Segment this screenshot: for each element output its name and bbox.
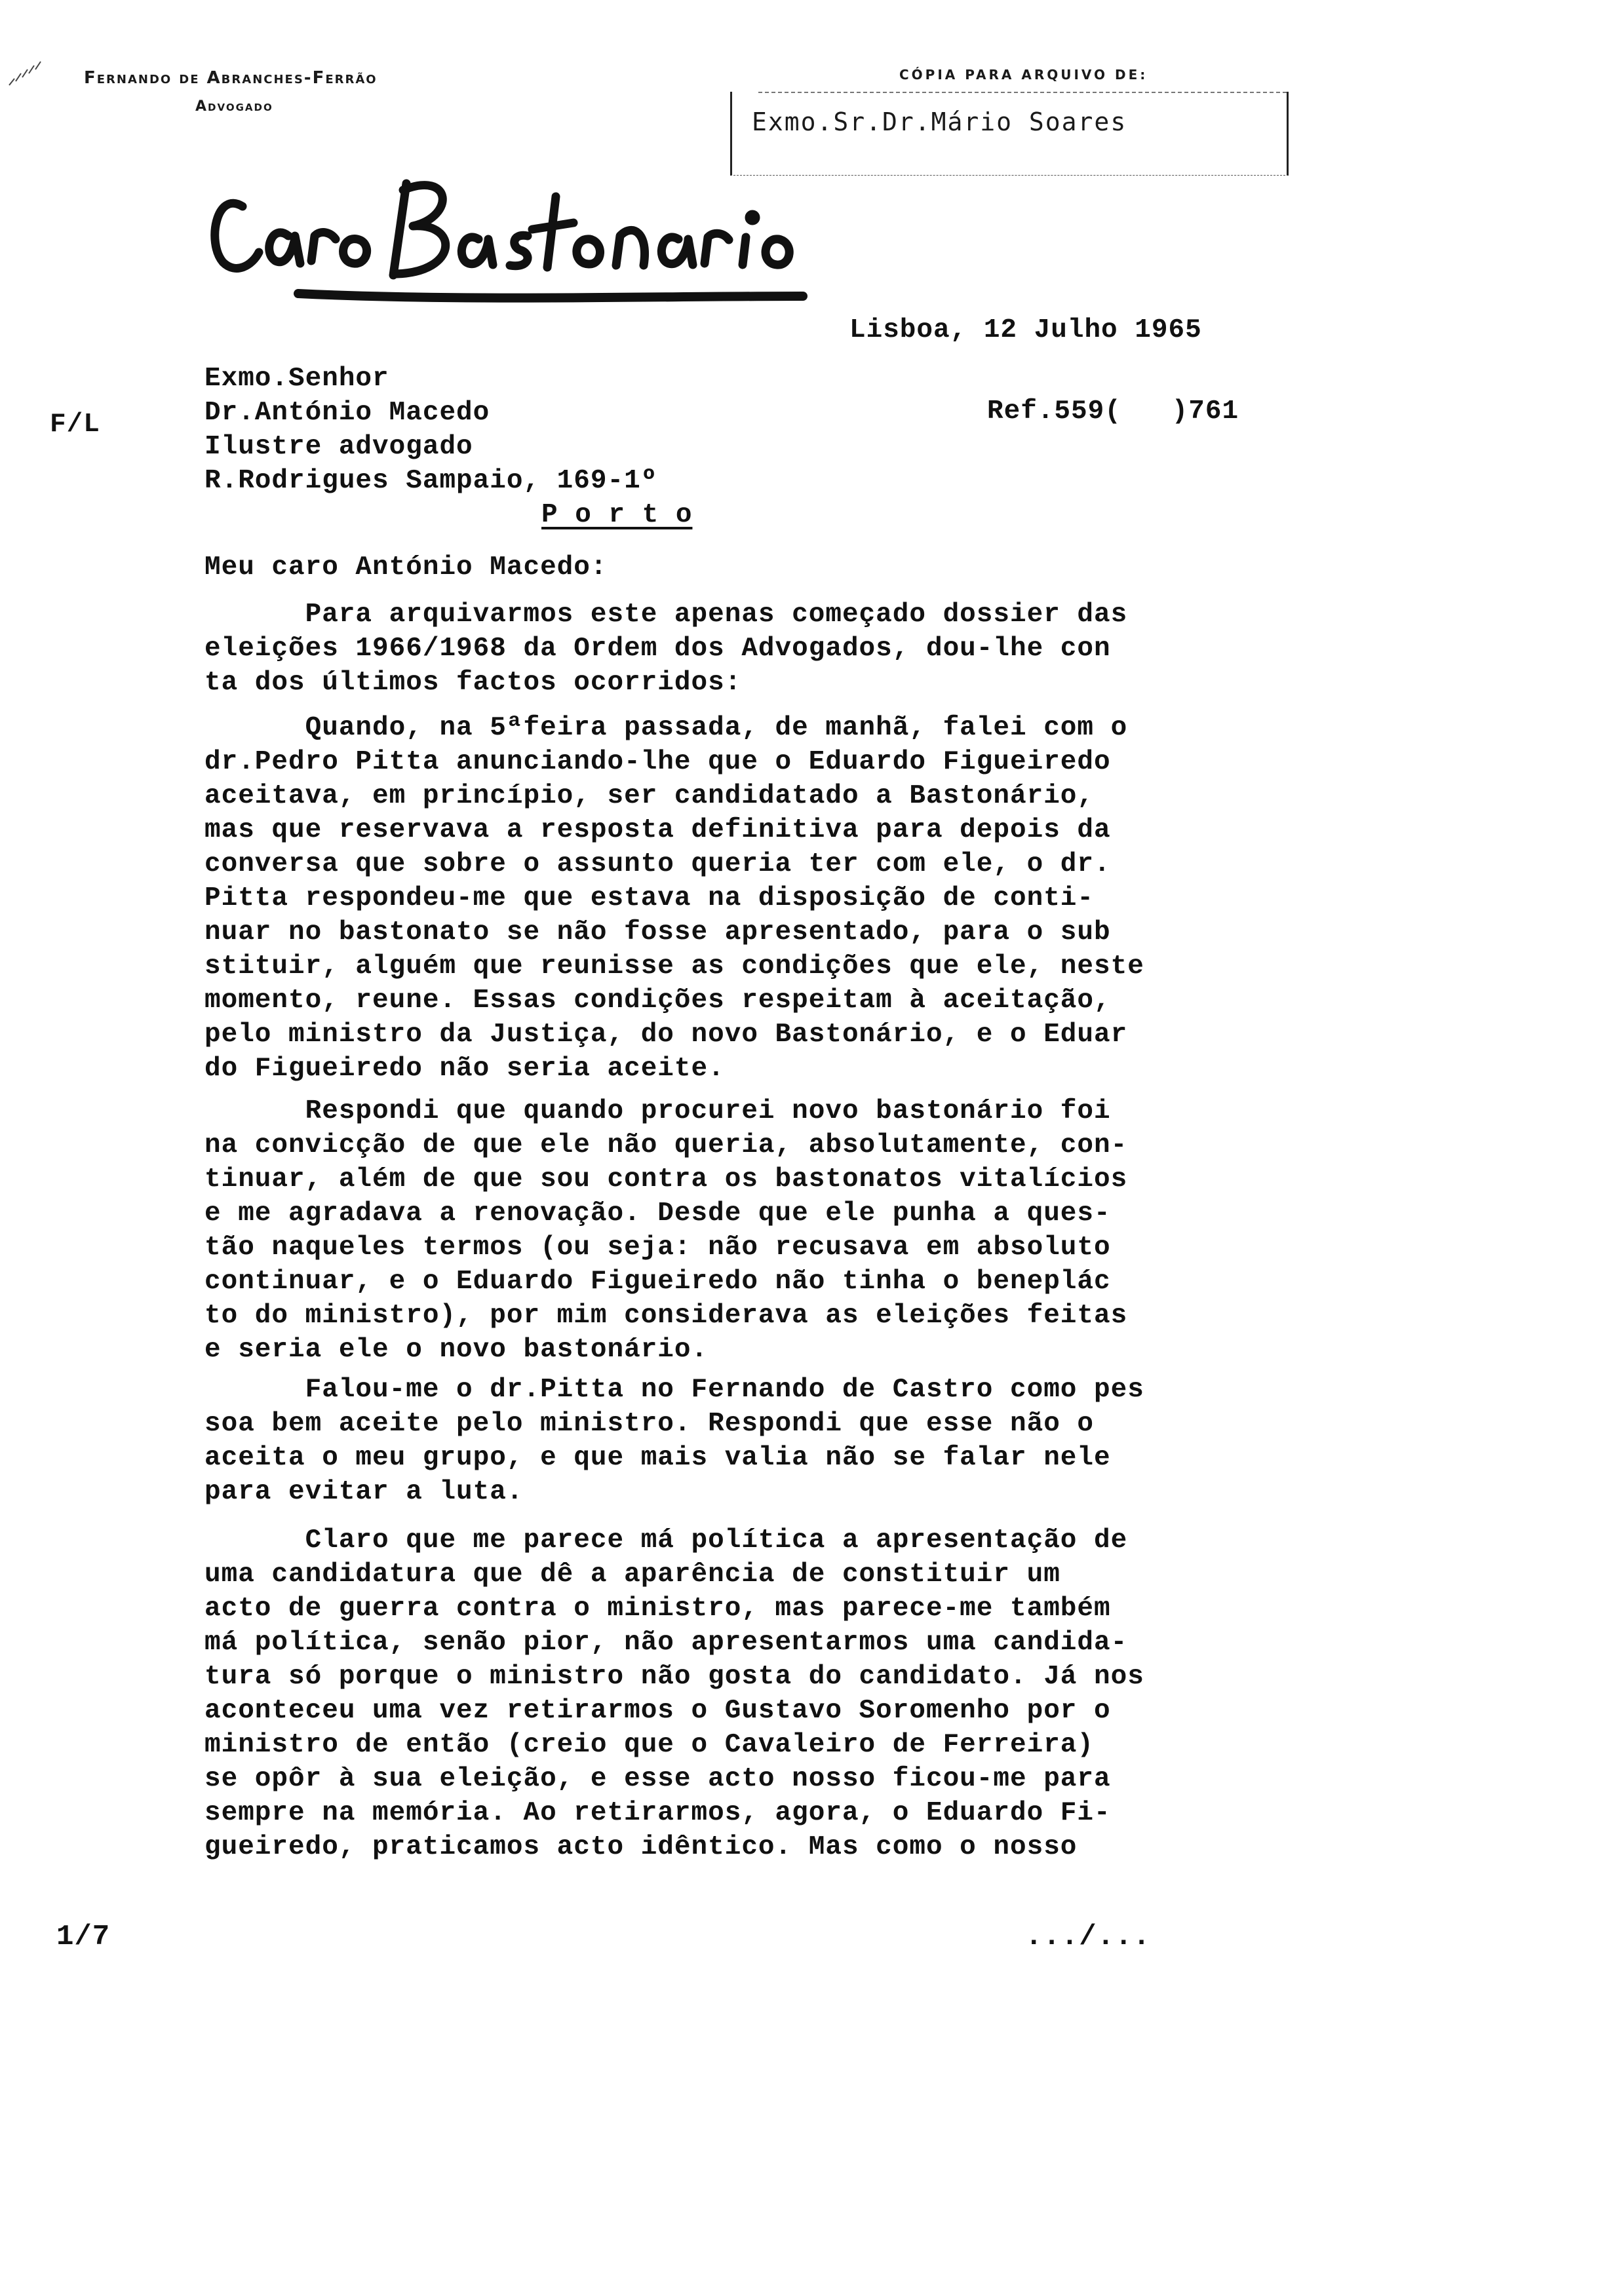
body-paragraph-3: Respondi que quando procurei novo bastonário foi na convicção de que ele não queria, absolutamente, con- tinuar, além de que sou contra os bastonatos vitalícios e me agradava a renovação. Desde que ele punha a ques- tão naqueles termos (ou seja: não recusava em absoluto continuar, e o Eduardo Figueiredo não tinha o beneplác to do ministro), por mim considerava as eleições feitas e seria ele o novo bastonário. (204, 1096, 1128, 1365)
addressee-line-2: Dr.António Macedo (204, 398, 490, 428)
letterhead-role: Advogado (195, 98, 273, 115)
reference-number: Ref.559( )761 (987, 396, 1239, 427)
addressee-line-1: Exmo.Senhor (204, 364, 389, 394)
letter-salutation: Meu caro António Macedo: (204, 552, 608, 583)
body-paragraph-5: Claro que me parece má política a apresentação de uma candidatura que dê a aparência de constituir um acto de guerra contra o ministro, mas parece-me também má política, senão pior, não apresentarmos uma candida- tura só porque o ministro não gosta do candidato. Já nos aconteceu uma vez retirarmos o Gustavo Soromenho por o ministro de então (creio que o Cavaleiro de Ferreira) se opôr à sua eleição, e esse acto nosso ficou-me para sempre na memória. Ao retirarmos, agora, o Eduardo Fi- gueiredo, praticamos acto idêntico. Mas como o nosso (204, 1525, 1144, 1862)
archive-copy-recipient: Exmo.Sr.Dr.Mário Soares (752, 107, 1127, 136)
body-paragraph-4: Falou-me o dr.Pitta no Fernando de Castro como pes soa bem aceite pelo ministro. Respondi que esse não o aceita o meu grupo, e que mais valia não se falar nele para evitar a luta. (204, 1375, 1144, 1507)
letterhead-name: Fernando de Abranches-Ferrão (84, 68, 378, 88)
addressee-line-4: R.Rodrigues Sampaio, 169-1º (204, 466, 658, 496)
place-date: Lisboa, 12 Julho 1965 (849, 315, 1202, 345)
archive-box-top-line (758, 92, 1287, 93)
margin-note: F/L (50, 410, 100, 440)
continuation-mark: .../... (1025, 1921, 1151, 1953)
archive-copy-label: CÓPIA PARA ARQUIVO DE: (899, 67, 1148, 83)
addressee-block (204, 362, 657, 498)
addressee-line-3: Ilustre advogado (204, 432, 473, 462)
page-number: 1/7 (56, 1921, 111, 1953)
corner-scratch-mark (5, 47, 51, 93)
addressee-city-text: P o r t o (541, 500, 693, 530)
handwritten-salutation (197, 144, 839, 321)
addressee-city (541, 498, 692, 532)
body-paragraph-1: Para arquivarmos este apenas começado dossier das eleições 1966/1968 da Ordem dos Advogados, dou-lhe con ta dos últimos factos ocorridos: (204, 600, 1128, 698)
body-paragraph-2: Quando, na 5ªfeira passada, de manhã, falei com o dr.Pedro Pitta anunciando-lhe que o Eduardo Figueiredo aceitava, em princípio, ser candidatado a Bastonário, mas que reservava a resposta definitiva para depois da conversa que sobre o assunto queria ter com ele, o dr. Pitta respondeu-me que estava na disposição de conti- nuar no bastonato se não fosse apresentado, para o sub stituir, alguém que reunisse as condições que ele, neste momento, reune. Essas condições respeitam à aceitação, pelo ministro da Justiça, do novo Bastonário, e o Eduar do Figueiredo não seria aceite. (204, 713, 1144, 1084)
